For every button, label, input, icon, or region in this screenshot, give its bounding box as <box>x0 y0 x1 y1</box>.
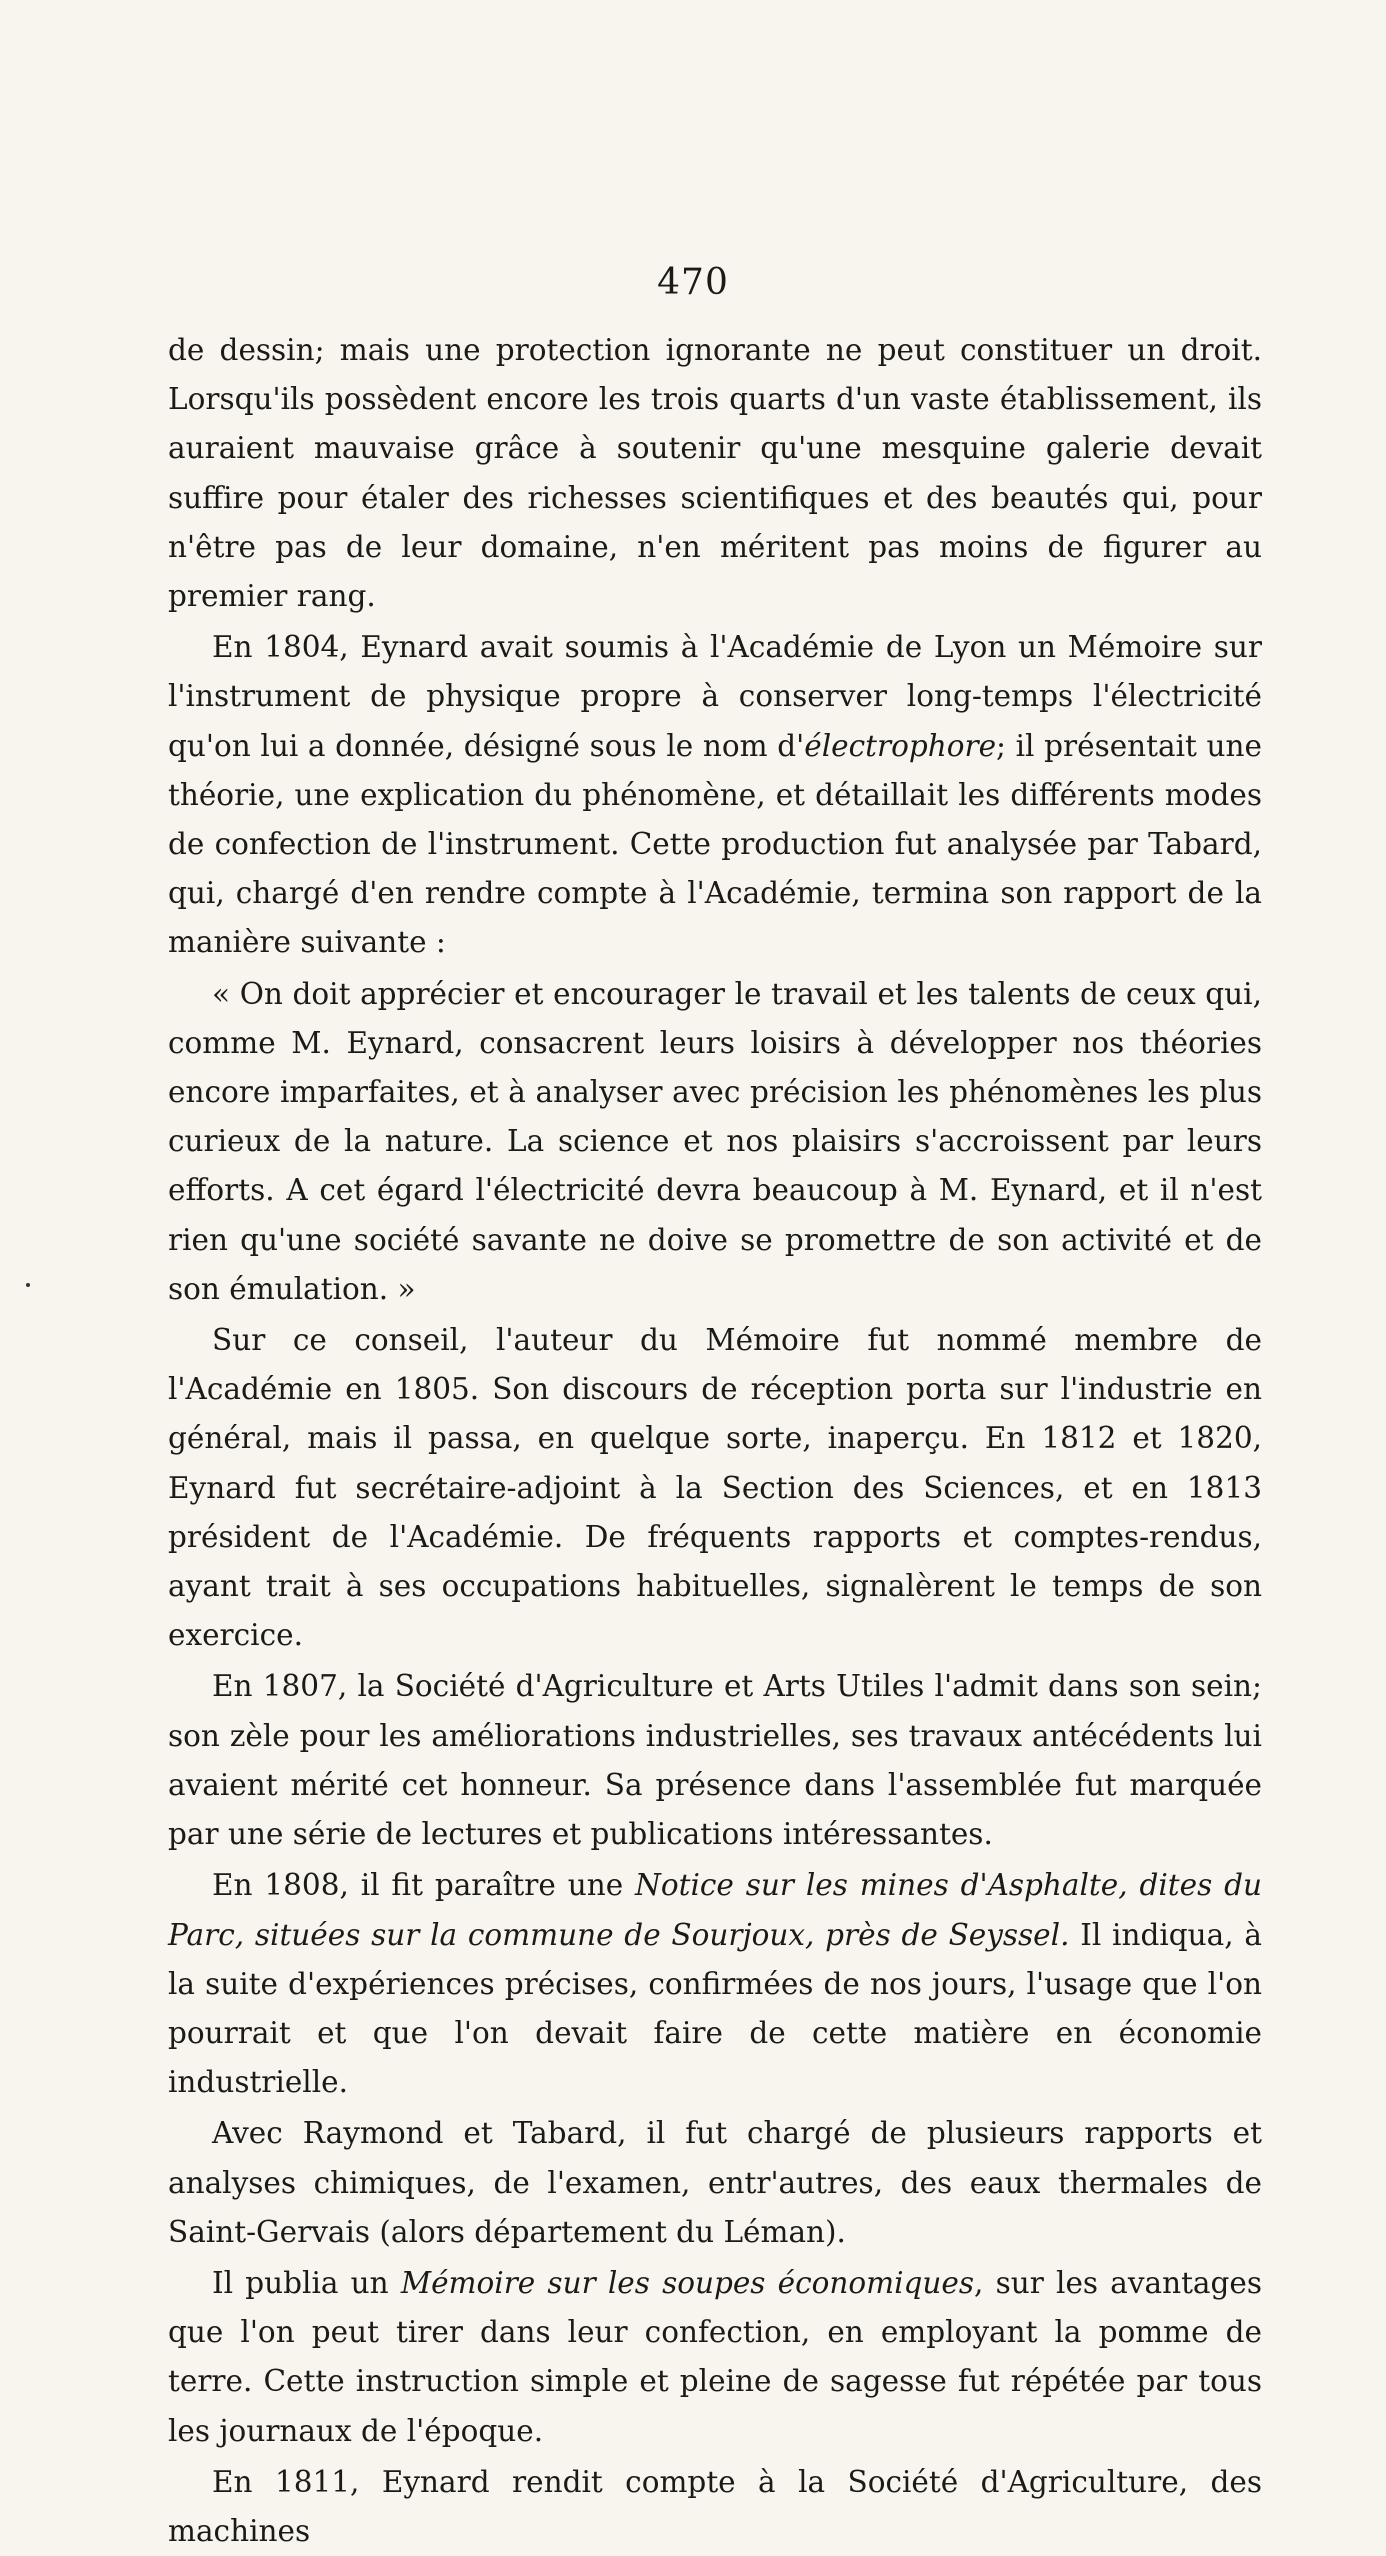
paragraph-2-italic: électrophore <box>804 728 997 763</box>
paragraph-3-quotation: « On doit apprécier et encourager le travail et les talents de ceux qui, comme M. Eynard, consacrent leurs loisirs à développer nos théories encore imparfaites, et à analyser avec précision les phénomènes les plus curieux de la nature. La science et nos plaisirs s'accroissent par leurs efforts. A cet égard l'électricité devra beaucoup à M. Eynard, et il n'est rien qu'une société savante ne doive se promettre de son activité et de son émulation. » <box>168 976 1262 1306</box>
paragraph-8-italic: Mémoire sur les soupes économiques <box>400 2265 975 2300</box>
paragraph-4: Sur ce conseil, l'auteur du Mémoire fut nommé membre de l'Académie en 1805. Son discours de réception porta sur l'industrie en général, mais il passa, en quelque sorte, inaperçu. En 1812 et 1820, Eynard fut secrétaire-adjoint à la Section des Sciences, et en 1813 président de l'Académie. De fréquents rapports et comptes-rendus, ayant trait à ses occupations habituelles, signalèrent le temps de son exercice. <box>168 1323 1262 1653</box>
margin-speck <box>26 1283 30 1287</box>
paragraph-8 <box>168 2259 1262 2456</box>
paragraph-1: de dessin; mais une protection ignorante ne peut constituer un droit. Lorsqu'ils possèdent encore les trois quarts d'un vaste établissement, ils auraient mauvaise grâce à soutenir qu'une mesquine galerie devait suffire pour étaler des richesses scientifiques et des beautés qui, pour n'être pas de leur domaine, n'en méritent pas moins de figurer au premier rang. <box>168 333 1262 614</box>
paragraph-8-text-a: Il publia un <box>212 2265 401 2300</box>
page-number: 470 <box>657 262 729 303</box>
paragraph-7: Avec Raymond et Tabard, il fut chargé de plusieurs rapports et analyses chimiques, de l'examen, entr'autres, des eaux thermales de Saint-Gervais (alors département du Léman). <box>168 2116 1262 2249</box>
body-text <box>168 326 1262 2556</box>
paragraph-2-text-a: En 1804, Eynard avait soumis à l'Académie de Lyon un Mémoire sur l'instrument de physique propre à conserver long-temps l'électricité qu'on lui a donnée, désigné sous le nom d' <box>168 630 1262 763</box>
paragraph-6-text-b: Il indiqua, à la suite d'expériences précises, confirmées de nos jours, l'usage que l'on pourrait et que l'on devait faire de cette matière en économie industrielle. <box>168 1917 1262 2100</box>
paragraph-6-italic: Notice sur les mines d'Asphalte, dites du Parc, situées sur la commune de Sourjoux, près de Seyssel. <box>168 1868 1262 1952</box>
paragraph-8-text-b: , sur les avantages que l'on peut tirer dans leur confection, en employant la pomme de terre. Cette instruction simple et pleine de sagesse fut répétée par tous les journaux de l'époque. <box>168 2265 1262 2448</box>
paragraph-6 <box>168 1861 1262 2107</box>
paragraph-5: En 1807, la Société d'Agriculture et Arts Utiles l'admit dans son sein; son zèle pour les améliorations industrielles, ses travaux antécédents lui avaient mérité cet honneur. Sa présence dans l'assemblée fut marquée par une série de lectures et publications intéressantes. <box>168 1669 1262 1852</box>
paragraph-2 <box>168 623 1262 967</box>
paragraph-6-text-a: En 1808, il fit paraître une <box>212 1868 636 1903</box>
paragraph-2-text-b: ; il présentait une théorie, une explication du phénomène, et détaillait les différents modes de confection de l'instrument. Cette production fut analysée par Tabard, qui, chargé d'en rendre compte à l'Académie, termina son rapport de la manière suivante : <box>168 728 1263 960</box>
paragraph-9: En 1811, Eynard rendit compte à la Société d'Agriculture, des machines <box>168 2464 1262 2548</box>
